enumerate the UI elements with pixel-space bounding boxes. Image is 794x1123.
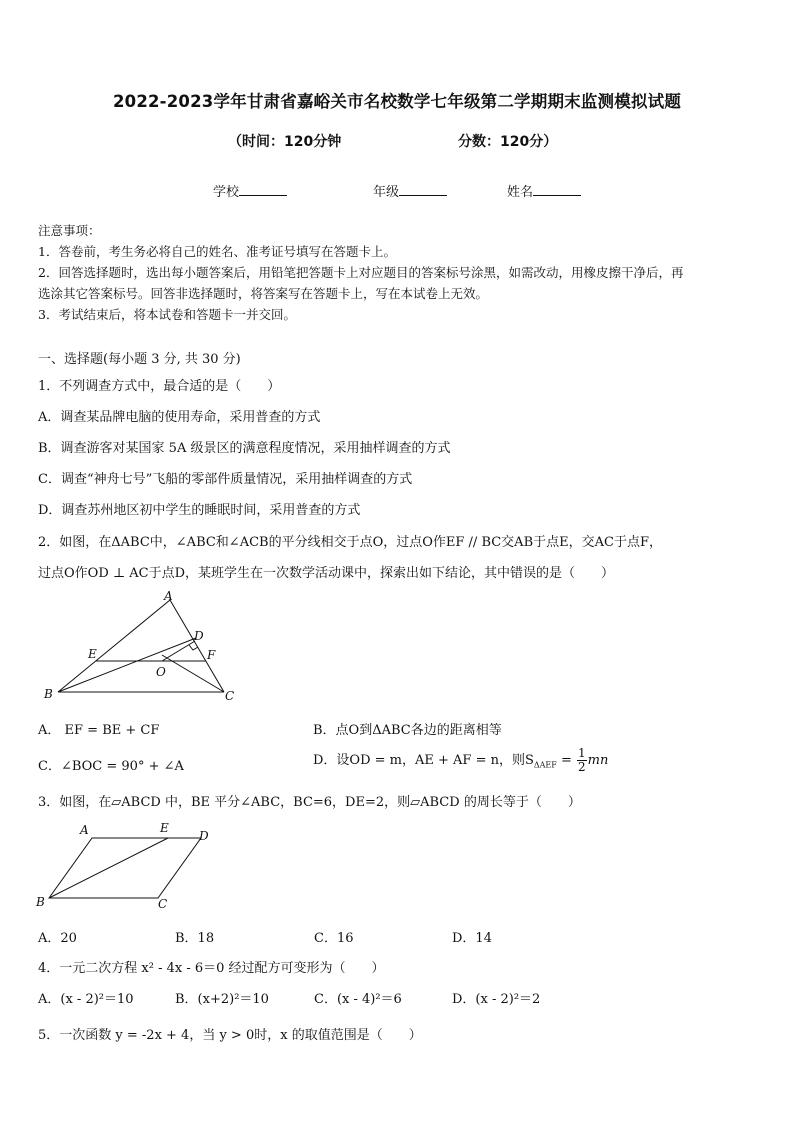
label-c: C <box>225 689 235 702</box>
q3-option-a: A．20 <box>38 931 77 946</box>
segment-od <box>162 641 195 661</box>
label-o: O <box>156 665 166 679</box>
q2-option-d-equals: = <box>556 753 576 768</box>
label-b: B <box>44 687 53 701</box>
fraction-one-half <box>577 747 587 774</box>
parallelogram-abcd <box>49 838 201 898</box>
segment-be <box>49 838 168 898</box>
exam-score: 分数：120分） <box>458 134 558 150</box>
q4-option-b: B．(x+2)²＝10 <box>175 992 269 1007</box>
label-e: E <box>160 821 169 835</box>
note-item: 1．答卷前，考生务必将自己的姓名、准考证号填写在答题卡上。 <box>38 244 396 259</box>
q2-option-d-subscript: ΔAEF <box>533 760 557 770</box>
q3-option-c: C．16 <box>314 931 354 946</box>
q1-option-c: C．调查“神舟七号”飞船的零部件质量情况，采用抽样调查的方式 <box>38 472 413 487</box>
edge-ac <box>170 600 224 692</box>
bisector-b <box>58 638 196 692</box>
q2-option-d-text: D．设OD = m，AE + AF = n，则S <box>313 753 534 768</box>
exam-title: 2022-2023学年甘肃省嘉峪关市名校数学七年级第二学期期末监测模拟试题 <box>112 92 682 111</box>
school-label: 学校 <box>213 185 240 200</box>
q3-option-b: B．18 <box>175 931 215 946</box>
q2-stem-line1: 2．如图，在ΔABC中，∠ABC和∠ACB的平分线相交于点O，过点O作EF // BC交AB于点E，交AC于点F， <box>38 535 662 550</box>
q5-stem: 5．一次函数 y = -2x + 4，当 y > 0时，x 的取值范围是（ ） <box>38 1028 422 1043</box>
label-f: F <box>207 648 216 662</box>
q2-option-c: C．∠BOC = 90° + ∠A <box>38 759 184 774</box>
q2-option-d-mn: mn <box>587 753 609 768</box>
q2-option-a: A． EF = BE + CF <box>38 723 160 738</box>
q3-stem: 3．如图，在▱ABCD 中，BE 平分∠ABC，BC=6，DE=2，则▱ABCD 的周长等于（ ） <box>38 795 581 810</box>
fraction-numerator: 1 <box>578 746 586 760</box>
exam-time: （时间：120分钟 <box>228 134 342 150</box>
q4-stem: 4．一元二次方程 x² - 4x - 6＝0 经过配方可变形为（ ） <box>38 961 385 976</box>
edge-ab <box>58 600 170 692</box>
grade-field <box>373 181 447 200</box>
q1-option-b: B．调查游客对某国家 5A 级景区的满意程度情况，采用抽样调查的方式 <box>38 441 451 456</box>
label-b: B <box>36 895 45 909</box>
label-a: A <box>164 589 173 603</box>
label-a: A <box>80 823 89 837</box>
notes-block <box>38 220 683 325</box>
label-e: E <box>88 647 97 661</box>
grade-blank <box>399 183 447 196</box>
label-c: C <box>158 897 168 910</box>
notes-heading: 注意事项： <box>38 223 101 238</box>
name-label: 姓名 <box>507 185 534 200</box>
grade-label: 年级 <box>373 185 400 200</box>
q4-option-a: A．(x - 2)²＝10 <box>38 992 134 1007</box>
q2-triangle-figure <box>40 588 250 702</box>
q4-option-d: D．(x - 2)²＝2 <box>452 992 541 1007</box>
q2-option-b: B．点O到ΔABC各边的距离相等 <box>313 723 502 738</box>
q3-option-d: D．14 <box>452 931 492 946</box>
note-item: 2．回答选择题时，选出每小题答案后，用铅笔把答题卡上对应题目的答案标号涂黑，如需改动，用橡皮擦干净后，再 <box>38 265 684 280</box>
name-blank <box>533 183 581 196</box>
q2-option-d <box>313 741 608 786</box>
note-item: 选涂其它答案标号。回答非选择题时，将答案写在答题卡上，写在本试卷上无效。 <box>38 286 489 301</box>
name-field <box>507 181 581 200</box>
section-heading: 一、选择题(每小题 3 分, 共 30 分) <box>38 352 241 367</box>
note-item: 3．考试结束后，将本试卷和答题卡一并交回。 <box>38 307 296 322</box>
q4-option-c: C．(x - 4)²＝6 <box>314 992 402 1007</box>
fraction-denominator: 2 <box>578 760 586 774</box>
q3-parallelogram-figure <box>34 818 224 910</box>
q1-option-a: A．调查某品牌电脑的使用寿命，采用普查的方式 <box>38 410 321 425</box>
q2-stem-line2: 过点O作OD ⊥ AC于点D，某班学生在一次数学活动课中，探索出如下结论，其中错误的是（ ） <box>38 566 614 581</box>
school-field <box>213 181 287 200</box>
label-d: D <box>199 829 209 843</box>
school-blank <box>239 183 287 196</box>
q1-stem: 1．不列调查方式中，最合适的是（ ） <box>38 379 281 394</box>
label-d: D <box>194 629 204 643</box>
q1-option-d: D．调查苏州地区初中学生的睡眠时间，采用普查的方式 <box>38 503 361 518</box>
